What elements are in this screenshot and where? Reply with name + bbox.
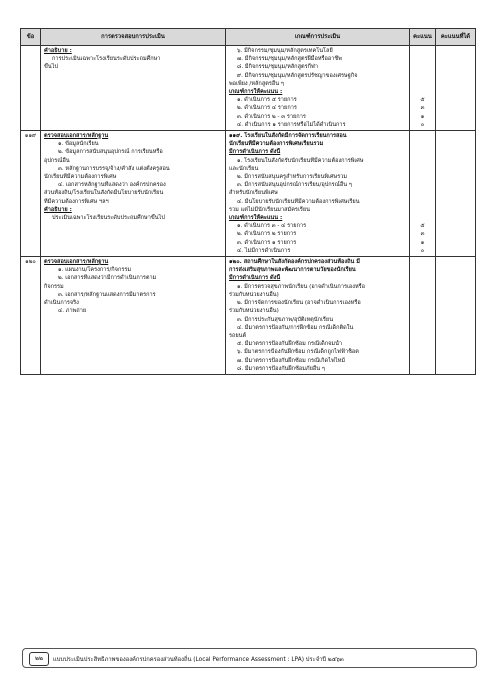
check-line: การประเมินเฉพาะโรงเรียนระดับประถมศึกษา bbox=[52, 56, 161, 63]
check-line: ๔. เอกสารหลักฐานที่แสดงว่า องค์กรปกครอง bbox=[58, 182, 166, 189]
criteria-line: ๙. มีกิจกรรม/ชุมนุม/หลักสูตรปรัชญาของเศรษฐกิจ bbox=[237, 72, 358, 79]
score-cell bbox=[410, 46, 436, 131]
row-number bbox=[21, 46, 41, 131]
page-footer bbox=[22, 648, 477, 668]
criteria-line: ๓. ดำเนินการ ๑ รายการ bbox=[237, 239, 297, 246]
row-number: ๑๑๙ bbox=[21, 131, 41, 257]
criteria-title: การส่งเสริมสุขภาพและพัฒนาการตามวัยของนักเรียน bbox=[229, 267, 356, 274]
criteria-line: ๔. ดำเนินการ ๑ รายการหรือไม่ได้ดำเนินการ bbox=[237, 121, 346, 128]
check-line: ๒. ข้อมูลการสนับสนุนอุปกรณ์ การเรียนหรือ bbox=[58, 149, 163, 156]
score-value: ๓ bbox=[420, 231, 425, 238]
header-criteria: เกณฑ์การประเมิน bbox=[226, 29, 410, 46]
score-value: ๕ bbox=[420, 97, 425, 104]
table-header-row bbox=[21, 29, 476, 46]
score-value: ๑ bbox=[420, 113, 425, 120]
criteria-title: ๑๑๙. โรงเรียนในสังกัดมีการจัดการเรียนการสอน bbox=[229, 133, 347, 140]
got-cell[interactable] bbox=[436, 46, 476, 131]
criteria-subheading: มีการดำเนินการ ดังนี้ bbox=[229, 275, 281, 282]
header-score: คะแนน bbox=[410, 29, 436, 46]
check-line: กิจกรรม bbox=[44, 283, 64, 290]
criteria-line: ๘. มีกิจกรรม/ชุมนุม/หลักสูตรกีฬา bbox=[237, 64, 318, 71]
criteria-line: ๒. ดำเนินการ ๒ รายการ bbox=[237, 231, 297, 238]
criteria-line: รวม แต่ไม่มีนักเรียนมาสมัครเรียน bbox=[229, 206, 310, 213]
criteria-cell bbox=[226, 257, 410, 375]
criteria-title: นักเรียนที่มีความต้องการพิเศษเรียนรวม bbox=[229, 141, 324, 148]
check-line: นักเรียนที่มีความต้องการพิเศษ bbox=[44, 174, 117, 181]
check-heading: ตรวจสอบเอกสาร/หลักฐาน bbox=[44, 259, 109, 266]
check-line: ที่มีความต้องการพิเศษ ฯลฯ bbox=[44, 198, 109, 205]
criteria-line: ๓. ดำเนินการ ๒ - ๓ รายการ bbox=[237, 113, 306, 120]
criteria-line: ๓. มีการประกันสุขภาพ/อุบัติเหตุนักเรียน bbox=[237, 316, 334, 323]
check-cell bbox=[41, 257, 226, 375]
criteria-line: ๗. มีมาตรการป้องกันฝึกซ้อม กรณีเกิดไฟไหม้ bbox=[237, 357, 346, 364]
criteria-line: ๑. ดำเนินการ ๓ - ๔ รายการ bbox=[237, 223, 307, 230]
criteria-line: ๒. ดำเนินการ ๔ รายการ bbox=[237, 105, 297, 112]
check-line: ๑. แผนงาน/โครงการ/กิจกรรม bbox=[58, 267, 132, 274]
check-line: ๑. ข้อมูลนักเรียน bbox=[58, 141, 99, 148]
criteria-line: และนักเรียน bbox=[229, 165, 259, 172]
header-check: การตรวจสอบการประเมิน bbox=[41, 29, 226, 46]
header-got: คะแนนที่ได้ bbox=[436, 29, 476, 46]
criteria-subheading: มีการดำเนินการ ดังนี้ bbox=[229, 149, 281, 156]
check-line: ๓. หลักฐานการบรรจุ/จ้าง/คำสั่ง แต่งตั้งครูสอน bbox=[58, 165, 170, 172]
check-cell bbox=[41, 131, 226, 257]
score-value: ๐ bbox=[420, 247, 425, 254]
got-cell[interactable] bbox=[436, 131, 476, 257]
criteria-line: ๕. มีมาตรการป้องกันฝึกซ้อม กรณีเด็กจมน้ำ bbox=[237, 341, 343, 348]
criteria-line: ๓. มีการสนับสนุนอุปกรณ์การเรียน/อุปกรณ์อื่น ๆ bbox=[237, 182, 352, 189]
criteria-line: ๒. มีการจัดการของนักเรียน (อาจดำเนินการเองหรือ bbox=[237, 300, 361, 307]
check-line: ส่วนท้องถิ่น/โรงเรียนในสังกัดมีนโยบายรับนักเรียน bbox=[44, 190, 164, 197]
footer-text: แบบประเมินประสิทธิภาพขององค์กรปกครองส่วนท้องถิ่น (Local Performance Assessment : LPA) ประจำปี ๒๕๖๓ bbox=[53, 657, 344, 663]
criteria-line: ๑. มีการตรวจสุขภาพนักเรียน (อาจดำเนินการเองหรือ bbox=[237, 283, 366, 290]
got-cell[interactable] bbox=[436, 257, 476, 375]
row-number: ๑๒๐ bbox=[21, 257, 41, 375]
criteria-line: ๒. มีการสนับสนุนครูสำหรับการเรียนพิเศษรวม bbox=[237, 174, 348, 181]
check-line: ๓. เอกสาร/หลักฐานแสดงการมีมาตรการ bbox=[58, 291, 156, 298]
check-line: ๔. ภาพถ่าย bbox=[58, 308, 87, 315]
criteria-cell bbox=[226, 46, 410, 131]
explanation-heading: คำอธิบาย : bbox=[44, 206, 72, 213]
criteria-line: ๔. มีนโยบายรับนักเรียนที่มีความต้องการพิเศษเรียน bbox=[237, 198, 360, 205]
check-line: ประเมินเฉพาะโรงเรียนระดับประถมศึกษาขึ้นไป bbox=[52, 215, 165, 222]
criteria-line: ร่วมกับหน่วยงานอื่น) bbox=[229, 291, 279, 298]
check-heading: ตรวจสอบเอกสาร/หลักฐาน bbox=[44, 133, 109, 140]
scoring-heading: เกณฑ์การให้คะแนน : bbox=[229, 89, 283, 96]
score-value: ๑ bbox=[420, 239, 425, 246]
criteria-line: ๘. มีมาตรการป้องกันฝึกซ้อมภัยอื่น ๆ bbox=[237, 365, 325, 372]
check-line: ดำเนินการจริง bbox=[44, 300, 79, 307]
assessment-table bbox=[20, 28, 476, 375]
check-line: ๒. เอกสารที่แสดงว่ามีการดำเนินการตาม bbox=[58, 275, 157, 282]
score-value: ๓ bbox=[420, 105, 425, 112]
criteria-line: ๑. ดำเนินการ ๕ รายการ bbox=[237, 97, 297, 104]
check-line: ขึ้นไป bbox=[44, 64, 59, 71]
scoring-heading: เกณฑ์การให้คะแนน : bbox=[229, 215, 283, 222]
score-cell bbox=[410, 257, 436, 375]
criteria-line: ๔. มีมาตรการป้องกัน/การฝึกซ้อม กรณีเด็กติดใน bbox=[237, 324, 354, 331]
score-value: ๐ bbox=[420, 121, 425, 128]
criteria-line: ๗. มีกิจกรรม/ชุมนุม/หลักสูตรฝีมือหรืออาชีพ bbox=[237, 56, 342, 63]
criteria-line: ร่วมกับหน่วยงานอื่น) bbox=[229, 308, 279, 315]
score-cell bbox=[410, 131, 436, 257]
table-row bbox=[21, 46, 476, 131]
criteria-line: ๖. มีมาตรการป้องกันฝึกซ้อม กรณีเด็กถูกไฟฟ้าช็อต bbox=[237, 349, 359, 356]
criteria-line: รถยนต์ bbox=[229, 332, 247, 339]
table-row bbox=[21, 131, 476, 257]
explanation-heading: คำอธิบาย : bbox=[44, 48, 72, 54]
check-cell bbox=[41, 46, 226, 131]
score-value: ๕ bbox=[420, 223, 425, 230]
criteria-title: ๑๒๐. สถานศึกษาในสังกัดองค์กรปกครองส่วนท้องถิ่น มี bbox=[229, 259, 360, 266]
criteria-line: พอเพียง /หลักสูตรอื่น ๆ bbox=[229, 80, 284, 87]
criteria-line: ๑. โรงเรียนในสังกัดรับนักเรียนที่มีความต้องการพิเศษ bbox=[237, 157, 364, 164]
criteria-line: ๖. มีกิจกรรม/ชุมนุม/หลักสูตรเทคโนโลยี bbox=[237, 48, 333, 54]
check-line: อุปกรณ์อื่น bbox=[44, 157, 70, 164]
criteria-line: ๔. ไม่มีการดำเนินการ bbox=[237, 247, 291, 254]
page-number: ๒๒ bbox=[29, 652, 49, 666]
header-no: ข้อ bbox=[21, 29, 41, 46]
criteria-line: สำหรับนักเรียนพิเศษ bbox=[229, 190, 278, 197]
criteria-cell bbox=[226, 131, 410, 257]
table-row bbox=[21, 257, 476, 375]
